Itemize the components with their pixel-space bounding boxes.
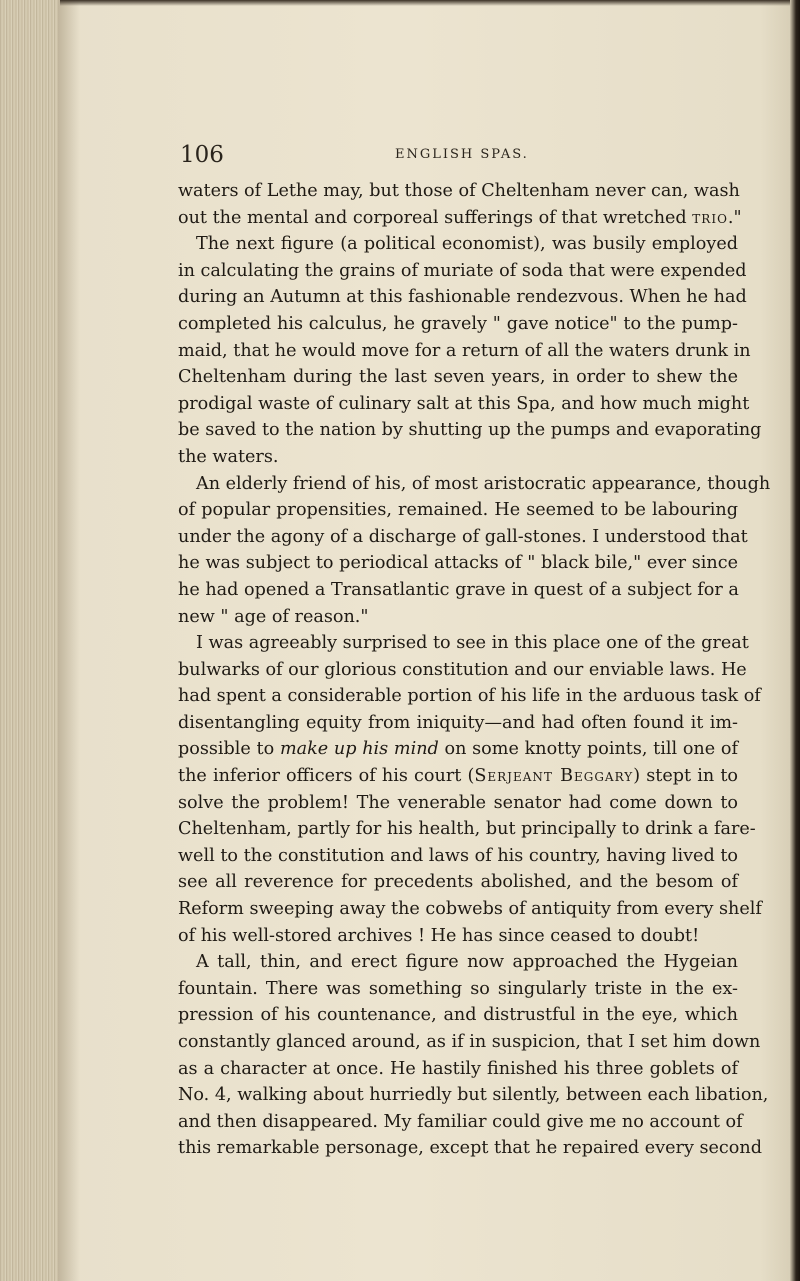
text-run: on some knotty points, till one of bbox=[438, 739, 738, 760]
text-line: prodigal waste of culinary salt at this Spa, and how much might bbox=[178, 393, 750, 414]
paragraph-start: A tall, thin, and erect figure now approached the Hygeian bbox=[196, 952, 738, 973]
book-binding-edge bbox=[0, 0, 58, 1281]
text-line: in calculating the grains of muriate of soda that were expended bbox=[178, 260, 747, 281]
text-run: ." bbox=[727, 207, 742, 228]
text-line: the waters. bbox=[178, 446, 279, 467]
gutter-shadow bbox=[58, 0, 80, 1281]
serjeant-small-caps: Serjeant Beggary bbox=[474, 766, 634, 787]
text-line: pression of his countenance, and distrustful in the eye, which bbox=[178, 1005, 738, 1026]
text-line: completed his calculus, he gravely " gave notice" to the pump- bbox=[178, 313, 738, 334]
text-line: constantly glanced around, as if in suspicion, that I set him down bbox=[178, 1032, 761, 1052]
text-run: possible to bbox=[178, 739, 280, 760]
text-line bbox=[178, 763, 738, 790]
text-line: during an Autumn at this fashionable rendezvous. When he had bbox=[178, 287, 747, 308]
trio-small-caps: trio bbox=[692, 207, 728, 228]
paragraph-start: I was agreeably surprised to see in this place one of the great bbox=[196, 633, 749, 654]
page-right-edge bbox=[790, 0, 800, 1281]
paragraph-start: An elderly friend of his, of most aristocratic appearance, though bbox=[196, 473, 771, 494]
text-line: he had opened a Transatlantic grave in quest of a subject for a bbox=[178, 579, 739, 600]
text-line: well to the constitution and laws of his country, having lived to bbox=[178, 845, 738, 866]
text-line: he was subject to periodical attacks of " black bile," ever since bbox=[178, 553, 738, 574]
text-line: this remarkable personage, except that he repaired every second bbox=[178, 1138, 762, 1159]
text-line bbox=[178, 736, 738, 763]
paragraph-start: The next figure (a political economist), was busily employed bbox=[196, 234, 738, 255]
text-line: as a character at once. He hastily finished his three goblets of bbox=[178, 1058, 738, 1079]
page-top-edge bbox=[60, 0, 800, 6]
italic-phrase: make up his mind bbox=[279, 739, 439, 760]
text-line: Cheltenham, partly for his health, but principally to drink a fare- bbox=[178, 819, 756, 840]
text-line bbox=[178, 205, 742, 232]
text-line: of his well-stored archives ! He has since ceased to doubt! bbox=[178, 925, 700, 946]
text-line: waters of Lethe may, but those of Cheltenham never can, wash bbox=[178, 181, 740, 201]
text-line: new " age of reason." bbox=[178, 606, 369, 627]
text-line: be saved to the nation by shutting up the pumps and evaporating bbox=[178, 420, 762, 441]
text-line: Reform sweeping away the cobwebs of antiquity from every shelf bbox=[178, 899, 762, 920]
text-line: and then disappeared. My familiar could give me no account of bbox=[178, 1111, 743, 1132]
text-line: under the agony of a discharge of gall-stones. I understood that bbox=[178, 526, 748, 547]
text-run: the inferior officers of his court ( bbox=[178, 766, 475, 787]
text-line: fountain. There was something so singularly triste in the ex- bbox=[178, 978, 738, 999]
text-line: No. 4, walking about hurriedly but silently, between each libation, bbox=[178, 1085, 769, 1106]
text-line: bulwarks of our glorious constitution and our enviable laws. He bbox=[178, 659, 747, 680]
text-line: see all reverence for precedents abolished, and the besom of bbox=[178, 872, 738, 893]
body-text bbox=[178, 178, 771, 1162]
text-run: ) stept in to bbox=[633, 766, 739, 787]
text-run: out the mental and corporeal sufferings of that wretched bbox=[178, 207, 693, 228]
running-title: ENGLISH SPAS. bbox=[395, 147, 529, 162]
page-number: 106 bbox=[180, 142, 224, 168]
text-line: solve the problem! The venerable senator had come down to bbox=[178, 792, 738, 813]
text-line: Cheltenham during the last seven years, in order to shew the bbox=[178, 367, 738, 388]
text-line: had spent a considerable portion of his life in the arduous task of bbox=[178, 686, 761, 707]
text-line: maid, that he would move for a return of all the waters drunk in bbox=[178, 340, 751, 361]
text-line: of popular propensities, remained. He seemed to be labouring bbox=[178, 500, 738, 521]
text-line: disentangling equity from iniquity—and had often found it im- bbox=[178, 712, 738, 733]
